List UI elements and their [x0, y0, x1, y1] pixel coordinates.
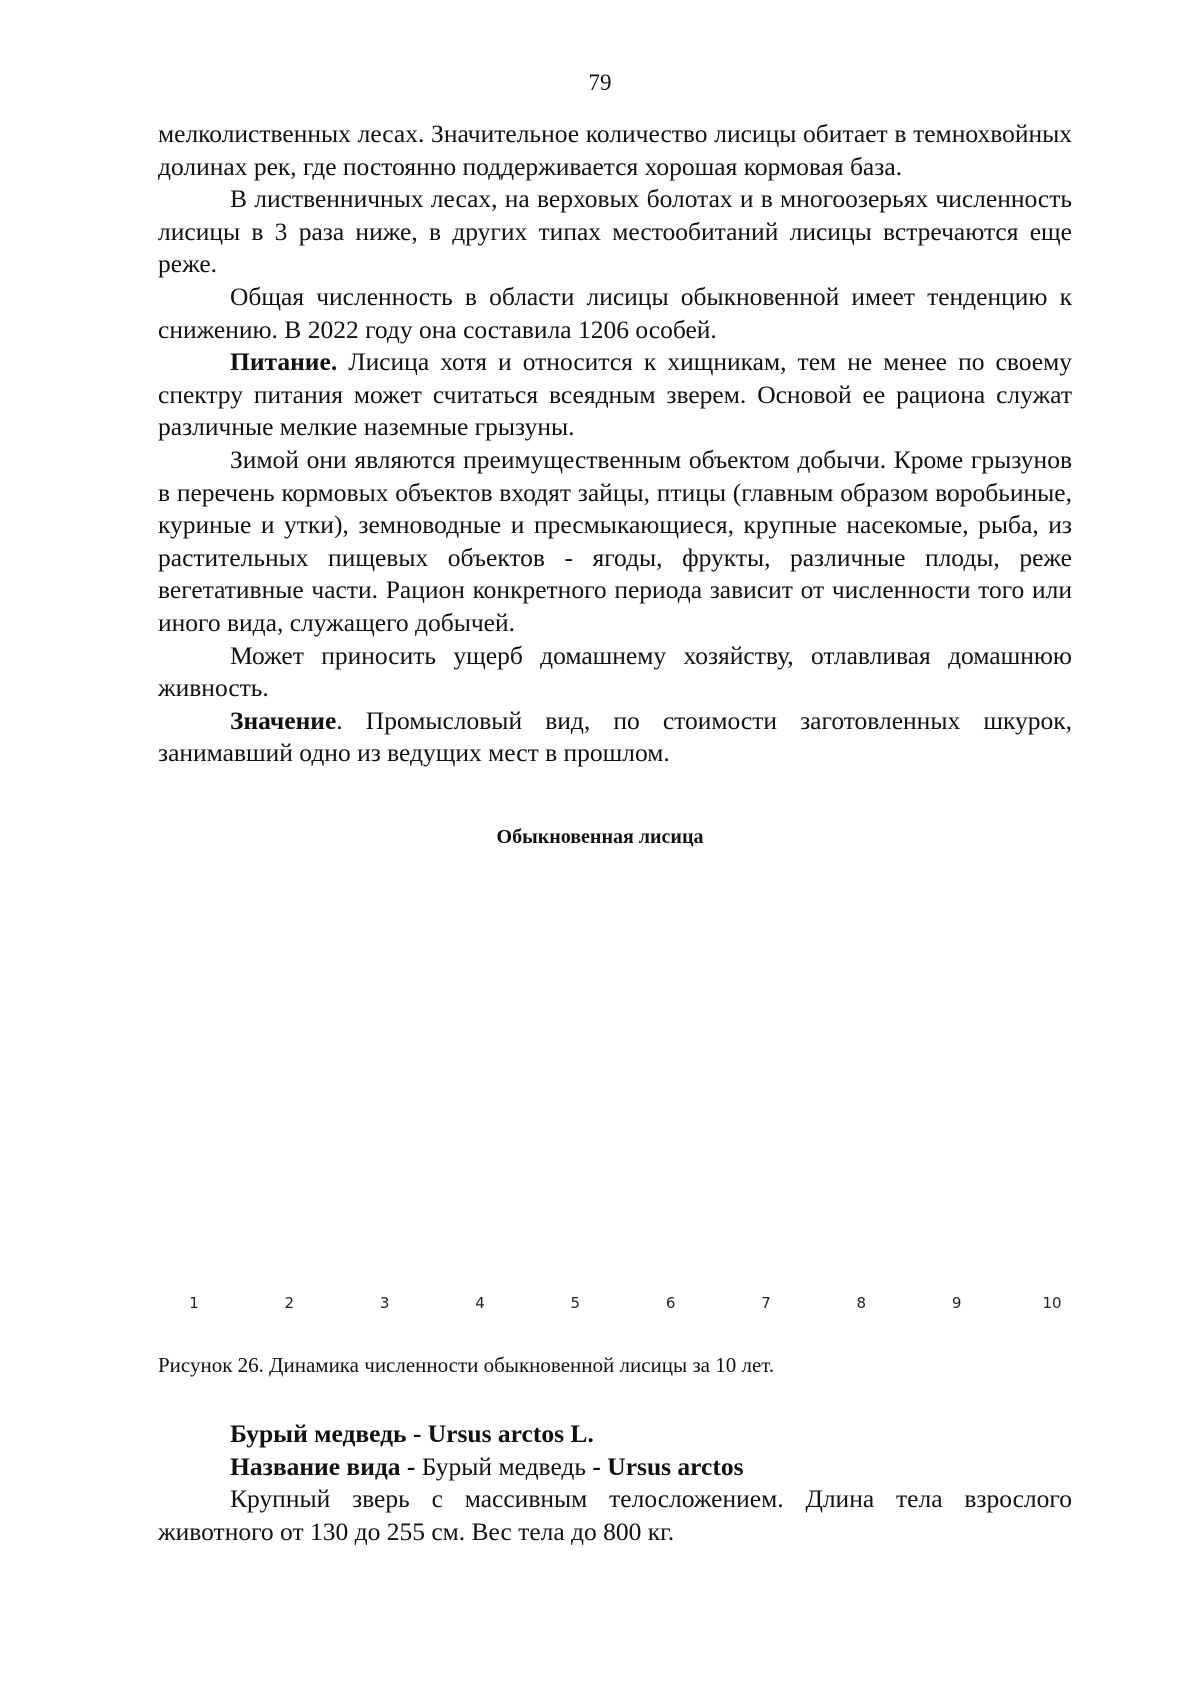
bear-description: Крупный зверь с массивным телосложением. Длина тела взрослого животного от 130 до 255 см. Вес тела до 800 кг. — [158, 1484, 1072, 1546]
figure-caption: Рисунок 26. Динамика численности обыкновенной лисицы за 10 лет. — [158, 1353, 775, 1377]
significance-heading: Значение — [230, 705, 337, 735]
chart-svg — [158, 860, 1072, 1330]
species-name-dash: - — [592, 1451, 608, 1481]
species-name-line — [158, 1451, 1072, 1484]
body-text — [158, 118, 1072, 770]
species-name-label: Название вида - — [230, 1451, 416, 1481]
x-tick-label: 10 — [1042, 1294, 1062, 1312]
x-tick-label: 5 — [570, 1294, 581, 1312]
paragraph-5: Зимой они являются преимущественным объектом добычи. Кроме грызунов в перечень кормовых объектов входят зайцы, птицы (главным образом воробьиные, куриные и утки), земноводные и пресмыкающиеся, крупные насекомые, рыба, из растительных пищевых объектов - ягоды, фрукты, различные плоды, реже вегетативные части. Рацион конкретного периода зависит от численности того или иного вида, служащего добычей. — [158, 444, 1072, 637]
x-tick-label: 7 — [761, 1294, 771, 1312]
x-tick-label: 8 — [856, 1294, 867, 1312]
bear-heading: Бурый медведь - Ursus arctos L. — [230, 1419, 594, 1448]
significance-text: . Промысловый вид, по стоимости заготовленных шкурок, занимавший одно из ведущих мест в прошлом. — [158, 705, 1072, 768]
paragraph-2: В лиственничных лесах, на верховых болотах и в многоозерьях численность лисицы в 3 раза ниже, в других типах местообитаний лисицы встречаются еще реже. — [158, 184, 1072, 279]
page-number: 79 — [588, 70, 612, 95]
paragraph-3: Общая численность в области лисицы обыкновенной имеет тенденцию к снижению. В 2022 году она составила 1206 особей. — [158, 281, 1072, 344]
bear-section — [158, 1418, 1072, 1548]
species-name-value: Бурый медведь — [415, 1451, 593, 1481]
x-tick-label: 2 — [284, 1294, 295, 1312]
chart-title: Обыкновенная лисица — [496, 826, 704, 848]
species-name-latin: Ursus arctos — [607, 1451, 744, 1481]
paragraph-6: Может приносить ущерб домашнему хозяйству, отлавливая домашнюю живность. — [158, 640, 1072, 703]
chart-area — [158, 860, 1072, 1330]
x-tick-label: 4 — [475, 1294, 485, 1312]
x-tick-label: 6 — [665, 1294, 676, 1312]
x-tick-label: 9 — [951, 1294, 962, 1312]
paragraph-significance — [158, 705, 1072, 770]
nutrition-text: Лисица хотя и относится к хищникам, тем не менее по своему спектру питания может считаться всеядным зверем. Основой ее рациона служат различные мелкие наземные грызуны. — [158, 347, 1072, 442]
paragraph-nutrition — [158, 346, 1072, 444]
nutrition-heading: Питание. — [230, 347, 338, 377]
x-tick-label: 3 — [379, 1294, 390, 1312]
x-tick-label: 1 — [189, 1294, 199, 1312]
paragraph-1: мелколиственных лесах. Значительное количество лисицы обитает в темнохвойных долинах рек, где постоянно поддерживается хорошая кормовая база. — [158, 119, 1072, 181]
